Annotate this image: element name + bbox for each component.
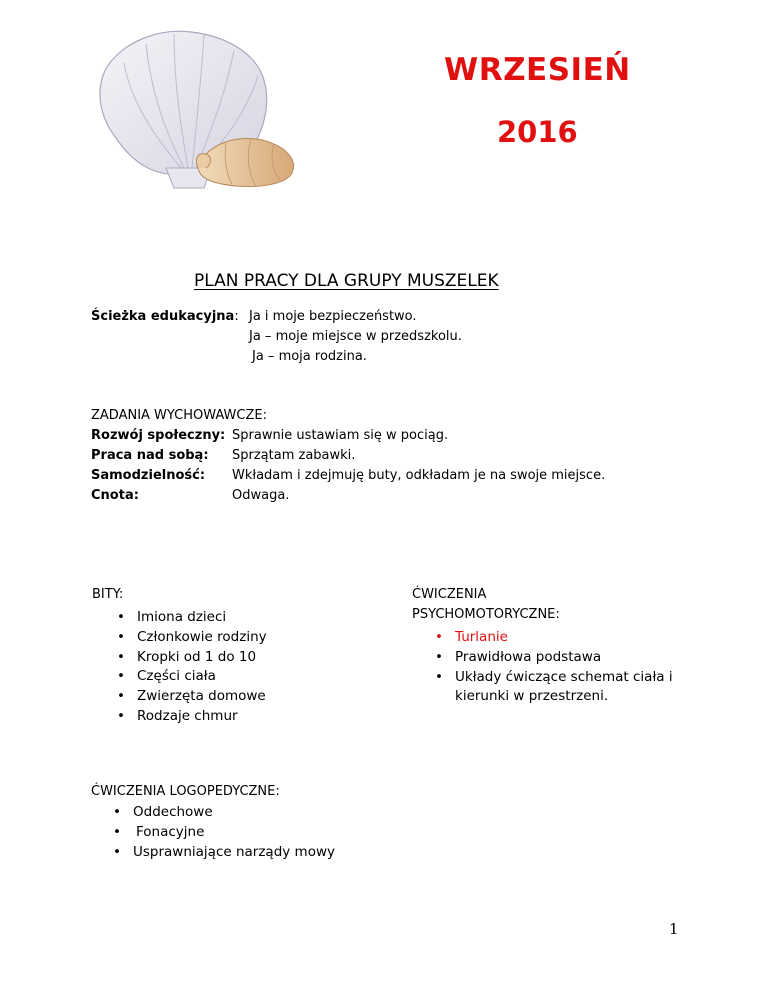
title-month: WRZESIEŃ: [444, 52, 631, 88]
list-item: • Oddechowe: [109, 803, 411, 823]
speech-heading: ĆWICZENIA LOGOPEDYCZNE:: [91, 784, 280, 799]
education-path-line-3: Ja – moja rodzina.: [252, 349, 367, 364]
psychomotor-heading-line-1: ĆWICZENIA: [412, 587, 487, 602]
list-item: • Imiona dzieci: [113, 608, 392, 628]
list-item: • Turlanie: [431, 628, 702, 648]
tasks-heading: ZADANIA WYCHOWAWCZE:: [91, 408, 267, 423]
list-item: • Prawidłowa podstawa: [431, 648, 702, 668]
bity-heading: BITY:: [92, 587, 124, 602]
list-item: [109, 823, 411, 843]
task-value-self-work: Sprzątam zabawki.: [232, 448, 356, 463]
education-path-line-1: Ja i moje bezpieczeństwo.: [249, 309, 417, 324]
plan-heading: PLAN PRACY DLA GRUPY MUSZELEK: [194, 271, 499, 291]
task-value-social: Sprawnie ustawiam się w pociąg.: [232, 428, 449, 443]
education-path-label: Ścieżka edukacyjna: [91, 309, 235, 324]
education-path-line-2: Ja – moje miejsce w przedszkolu.: [249, 329, 462, 344]
psychomotor-heading-line-2: PSYCHOMOTORYCZNE:: [412, 607, 560, 622]
list-item: • Zwierzęta domowe: [113, 687, 392, 707]
list-item-text: Fonacyjne: [136, 823, 205, 840]
title-year: 2016: [497, 115, 578, 149]
list-item: • Usprawniające narządy mowy: [109, 843, 411, 863]
task-label-independence: Samodzielność:: [91, 468, 206, 483]
page-number: 1: [669, 920, 679, 938]
seashell-illustration: [86, 18, 316, 203]
task-label-virtue: Cnota:: [91, 488, 139, 503]
task-value-virtue: Odwaga.: [232, 488, 290, 503]
list-item: • Rodzaje chmur: [113, 707, 392, 727]
bity-section: [92, 585, 392, 727]
education-path-row: [91, 307, 239, 327]
list-item: • Układy ćwiczące schemat ciała i kierunki w przestrzeni.: [431, 668, 680, 708]
list-item: • Części ciała: [113, 667, 392, 687]
education-path-separator: :: [234, 309, 239, 324]
list-item: • Kropki od 1 do 10: [113, 648, 392, 668]
task-label-social: Rozwój społeczny:: [91, 428, 226, 443]
task-value-independence: Wkładam i zdejmuję buty, odkładam je na swoje miejsce.: [232, 468, 606, 483]
task-label-self-work: Praca nad sobą:: [91, 448, 209, 463]
list-item: • Członkowie rodziny: [113, 628, 392, 648]
psychomotor-section: [412, 585, 702, 707]
speech-section: [91, 782, 411, 862]
